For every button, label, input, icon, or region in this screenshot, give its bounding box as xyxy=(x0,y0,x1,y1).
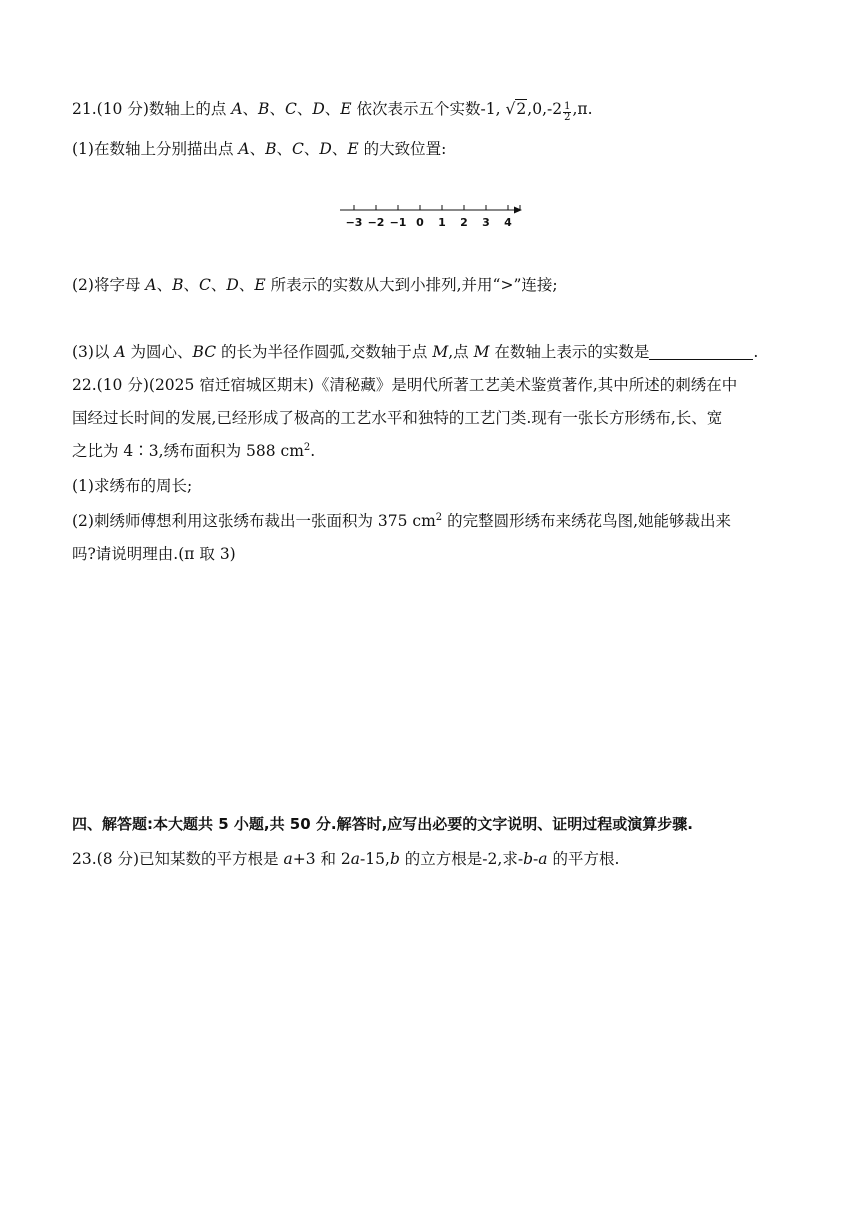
tick-label: −2 xyxy=(367,216,385,229)
number-line-arrow xyxy=(514,207,522,214)
tick-label: 3 xyxy=(482,216,490,229)
answer-blank[interactable] xyxy=(649,343,753,360)
tick-label: −1 xyxy=(389,216,407,229)
point-e: E xyxy=(340,100,352,118)
q21-part1: (1)在数轴上分别描出点 A、B、C、D、E 的大致位置: xyxy=(72,140,447,158)
q22-line1: 22.(10 分)(2025 宿迁宿城区期末)《清秘藏》是明代所著工艺美术鉴赏著作,其中所述的刺绣在中 xyxy=(72,376,738,394)
q21-part2: (2)将字母 A、B、C、D、E 所表示的实数从大到小排列,并用“>”连接; xyxy=(72,276,558,294)
point-d: D xyxy=(312,100,325,118)
q23-stem: 23.(8 分)已知某数的平方根是 a+3 和 2a-15,b 的立方根是-2,求-b-a 的平方根. xyxy=(72,850,620,868)
q22-part2-line2: 吗?请说明理由.(π 取 3) xyxy=(72,545,236,563)
tick-label: 4 xyxy=(504,216,512,229)
q22-part1: (1)求绣布的周长; xyxy=(72,477,193,495)
tick-label: 2 xyxy=(460,216,468,229)
q22-line3: 之比为 4∶3,绣布面积为 588 $cm^2$. xyxy=(72,441,316,460)
q22-part2: (2)刺绣师傅想利用这张绣布裁出一张面积为 375 $cm^2$ 的完整圆形绣布来绣花鸟图,她能够裁出来 xyxy=(72,511,732,530)
fraction-half: $\frac{1}{2}$ xyxy=(564,101,571,123)
number-line-ticks xyxy=(346,205,520,229)
tick-label: −3 xyxy=(345,216,363,229)
sqrt-two: √2 xyxy=(505,100,527,118)
q21-stem: 21.(10 分)数轴上的点 A、B、C、D、E 依次表示五个实数-1, √2,0,-2 $\frac{1}{2}$ ,π. xyxy=(72,100,593,123)
number-line xyxy=(330,196,530,236)
tick-label: 1 xyxy=(438,216,446,229)
q21-part3: (3)以 A 为圆心、BC 的长为半径作圆弧,交数轴于点 M,点 M 在数轴上表示的实数是 . xyxy=(72,343,759,361)
point-c: C xyxy=(284,100,297,118)
point-a: A xyxy=(231,100,243,118)
section-4-title: 四、解答题:本大题共 5 小题,共 50 分.解答时,应写出必要的文字说明、证明过程或演算步骤. xyxy=(72,815,693,833)
point-b: B xyxy=(258,100,270,118)
tick-label: 0 xyxy=(416,216,424,229)
q22-line2: 国经过长时间的发展,已经形成了极高的工艺水平和独特的工艺门类.现有一张长方形绣布,长、宽 xyxy=(72,409,723,427)
